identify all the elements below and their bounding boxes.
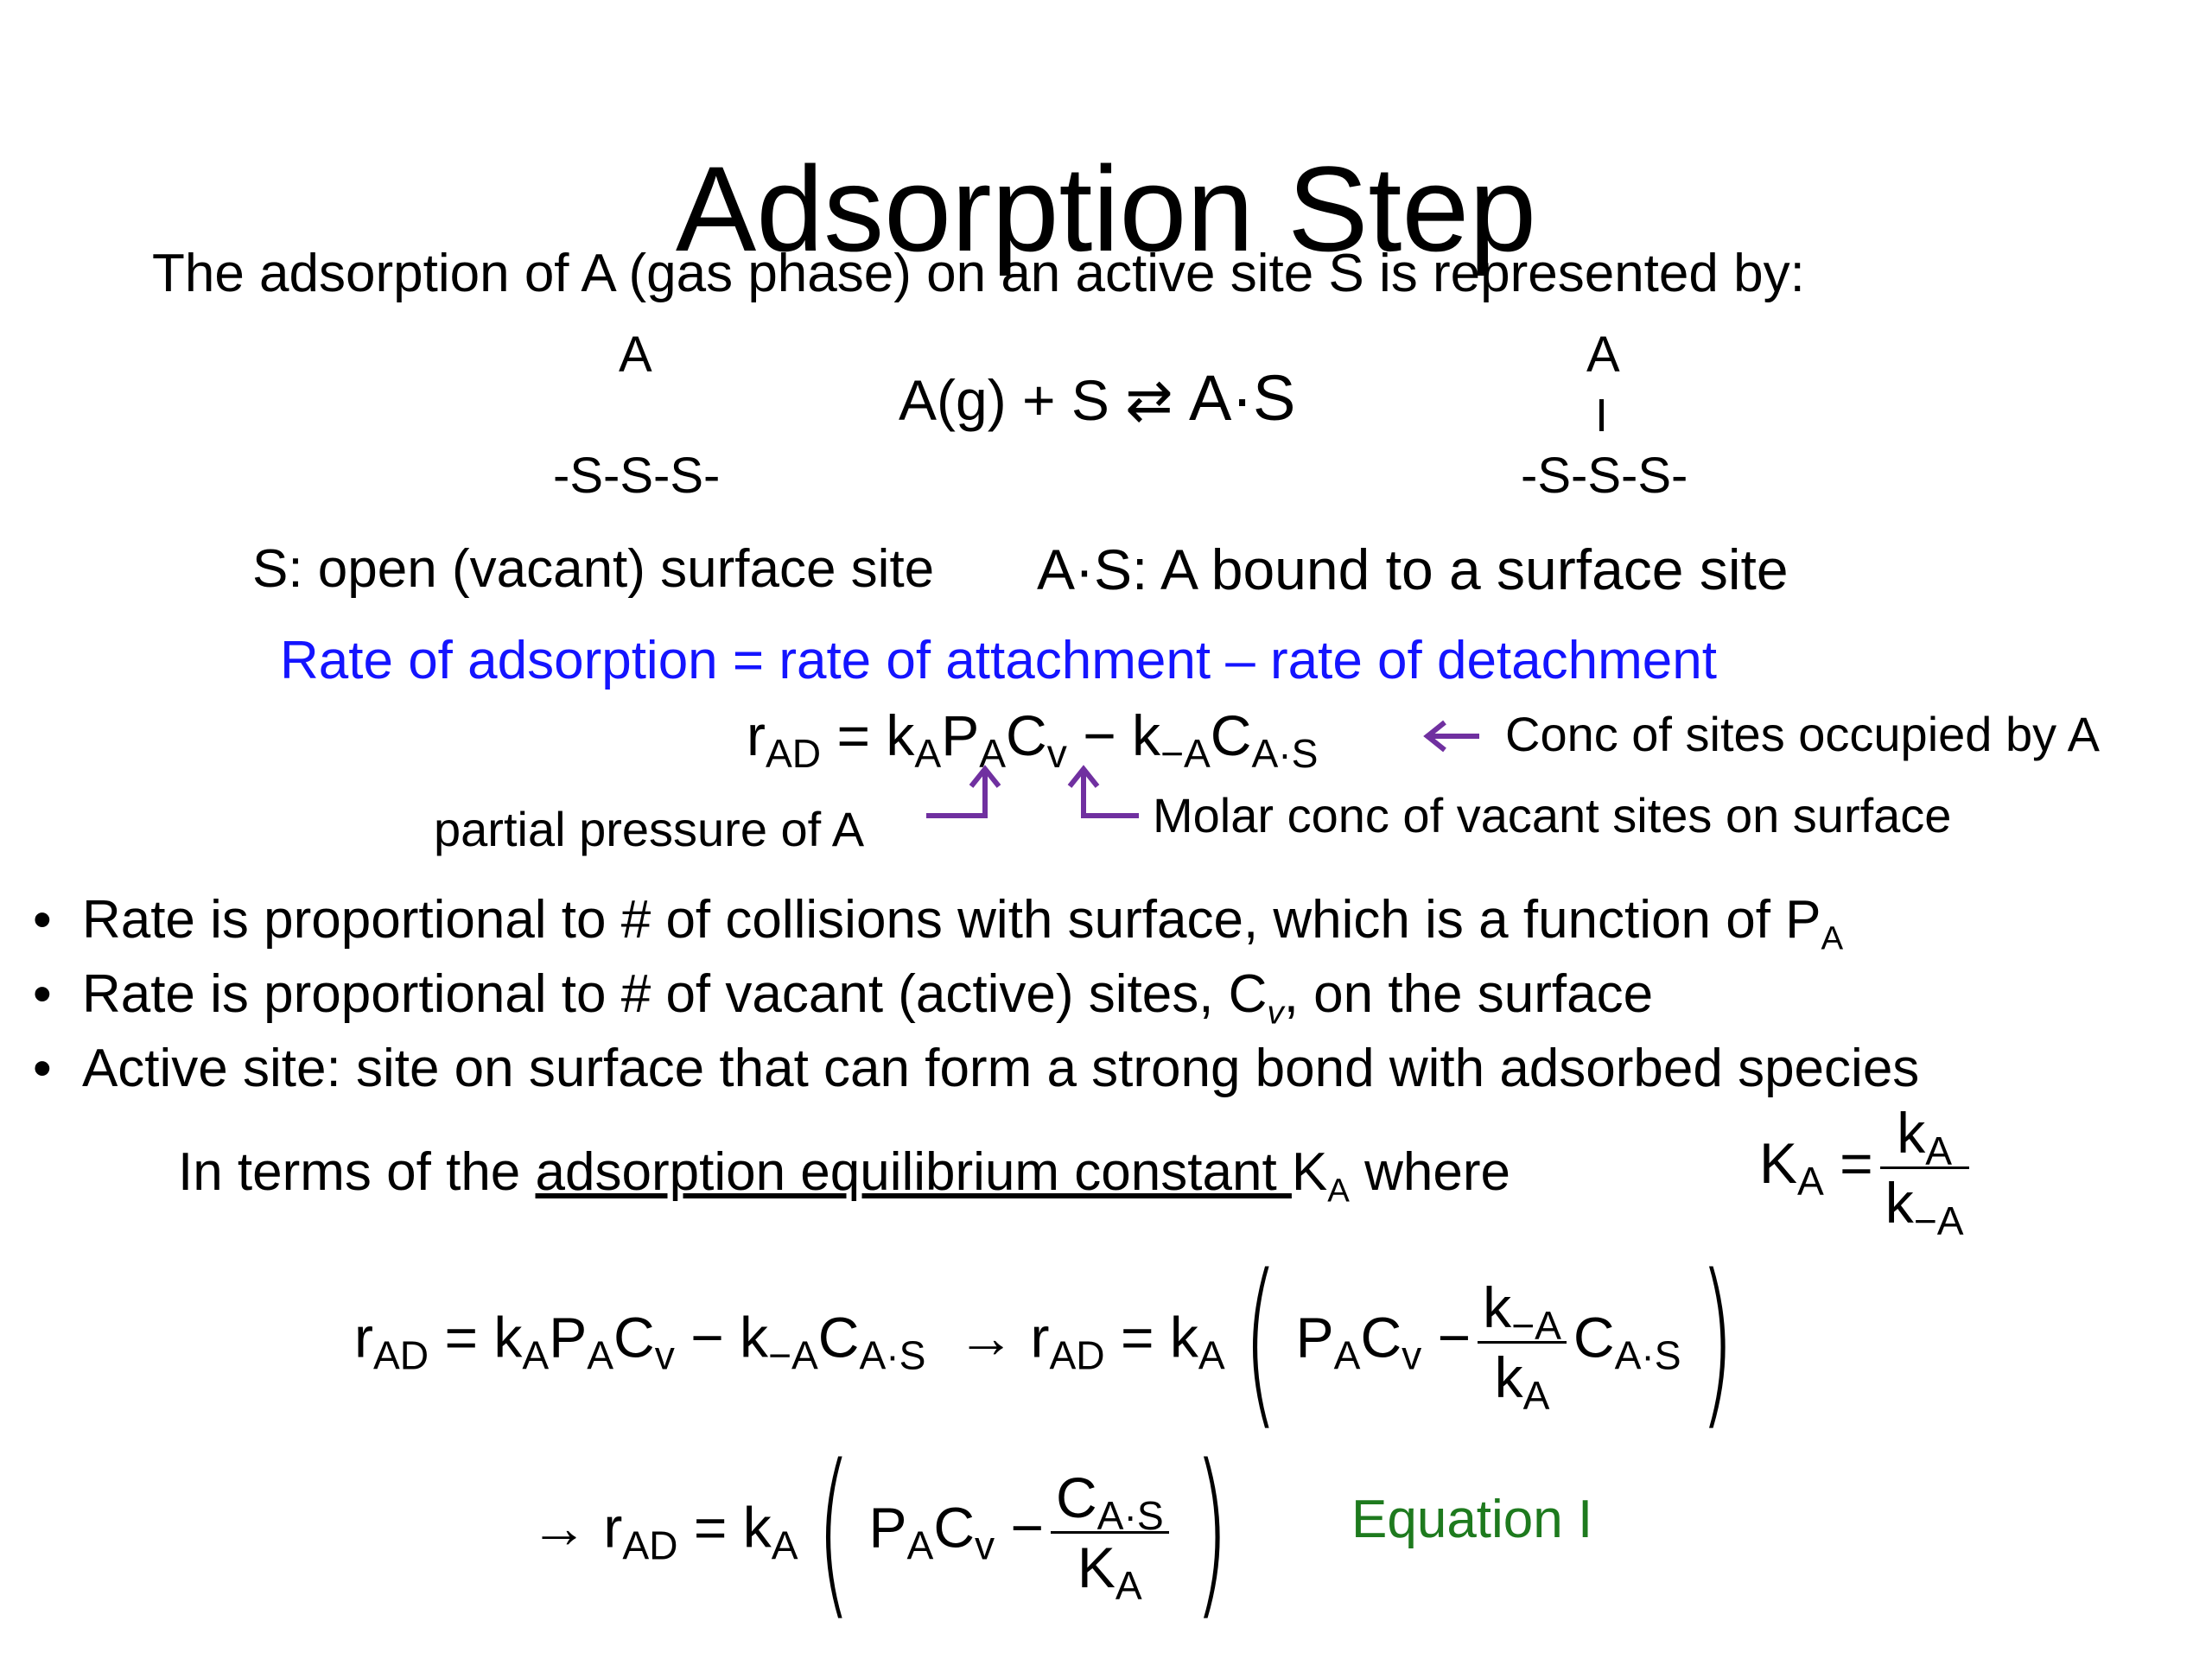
bullet-icon: •	[33, 890, 52, 950]
right-diagram-adsorbate: A	[1586, 327, 1620, 383]
vacant-site-definition: S: open (vacant) surface site	[252, 539, 935, 599]
vacant-conc-annotation: Molar conc of vacant sites on surface	[1153, 788, 1952, 842]
pressure-arrow-icon	[926, 769, 999, 816]
equilibrium-suffix: where	[1349, 1142, 1510, 1202]
reaction-right-side: A·S	[1188, 362, 1296, 434]
right-diagram-bond: I	[1595, 390, 1609, 442]
equilibrium-intro	[178, 1142, 1510, 1210]
left-diagram-surface: -S-S-S-	[553, 448, 721, 504]
equation-label: Equation I	[1351, 1490, 1593, 1549]
bullet-text: Active site: site on surface that can form a strong bond with adsorbed species	[81, 1039, 1920, 1098]
equilibrium-underlined: adsorption equilibrium constant	[535, 1142, 1292, 1202]
equilibrium-constant: K	[1291, 1142, 1328, 1202]
right-diagram-surface: -S-S-S-	[1521, 448, 1688, 504]
bullet-subscript: A	[1821, 919, 1844, 957]
left-diagram-adsorbate: A	[619, 327, 652, 383]
bullet-subscript: v	[1267, 994, 1284, 1032]
conc-occupied-annotation: Conc of sites occupied by A	[1505, 707, 2100, 761]
derivation-step-2: → $r_{AD} = k_A$( $P_AC_v$ − $\frac{C_{A\cdot S}}{K_A}$ )	[531, 1426, 1230, 1637]
bullet-tail: , on the surface	[1283, 964, 1654, 1024]
vacant-arrow-icon	[1070, 769, 1139, 816]
slide-title: Adsorption Step	[675, 141, 1537, 276]
bound-site-definition: A·S: A bound to a surface site	[1037, 537, 1789, 601]
equilibrium-constant-subscript: A	[1327, 1172, 1350, 1210]
occupied-arrow-icon	[1427, 722, 1479, 750]
bullet-item	[33, 890, 1844, 957]
equilibrium-prefix: In terms of the	[178, 1142, 536, 1202]
ka-definition: $K_A$ = $\frac{k_A}{k_{-A}}$	[1759, 1104, 1976, 1231]
intro-text: The adsorption of A (gas phase) on an active site S is represented by:	[152, 244, 1805, 303]
bullet-text: Rate is proportional to # of vacant (active) sites, C	[81, 964, 1268, 1024]
partial-pressure-annotation: partial pressure of A	[434, 802, 865, 856]
derivation-step-1: $r_{AD} = k_AP_AC_v - k_{-A}C_{A\cdot S} \to r_{AD} = k_A$( $P_AC_v$ − $\frac{k_{-A}}{k_A}$ $C_{A\cdot S}$)	[354, 1236, 1735, 1447]
bullet-item	[33, 964, 1654, 1032]
bullet-item	[33, 1039, 1920, 1098]
rate-equation: $r_{AD} = k_AP_AC_v - k_{-A}C_{A\cdot S}$	[747, 703, 1319, 776]
reaction-left-side: A(g) + S	[899, 368, 1109, 432]
rate-definition: Rate of adsorption = rate of attachment – rate of detachment	[280, 631, 1717, 690]
reversible-arrow-icon: ⇄	[1125, 368, 1173, 432]
bullet-icon: •	[33, 964, 52, 1024]
bullet-text: Rate is proportional to # of collisions with surface, which is a function of P	[81, 890, 1821, 950]
bullet-icon: •	[33, 1039, 52, 1098]
